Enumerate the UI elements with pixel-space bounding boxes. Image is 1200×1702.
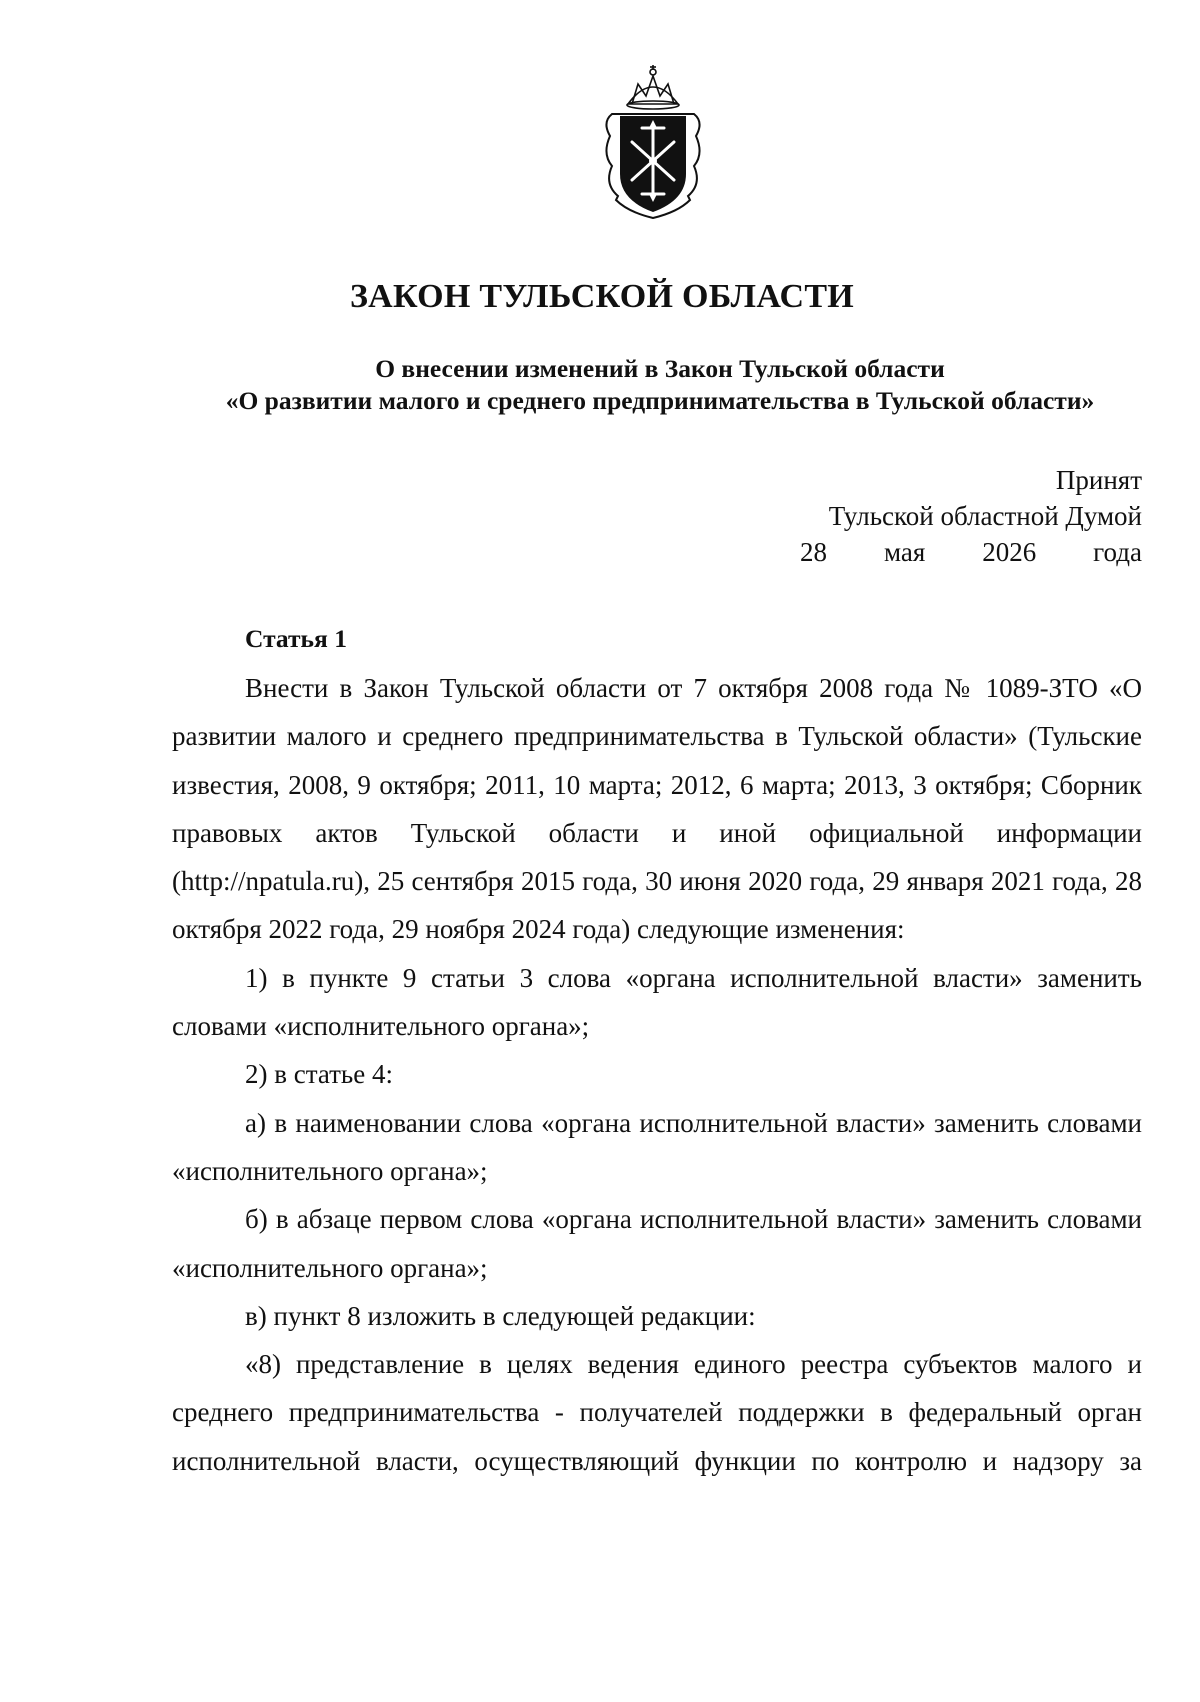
adoption-block (800, 462, 1142, 570)
law-subtitle-line-2: «О развитии малого и среднего предпринимательства в Тульской области» (225, 386, 1095, 415)
adoption-date (800, 534, 1142, 570)
paragraph: б) в абзаце первом слова «органа исполнительной власти» заменить словами «исполнительного органа»; (172, 1204, 1142, 1283)
paragraph: 1) в пункте 9 статьи 3 слова «органа исполнительной власти» заменить словами «исполнительного органа»; (172, 962, 1142, 1042)
paragraph: в) пункт 8 изложить в следующей редакции: (245, 1300, 756, 1331)
adoption-month: мая (883, 537, 926, 567)
paragraph: 2) в статье 4: (245, 1059, 393, 1090)
adoption-year-word: года (1093, 537, 1142, 567)
article-heading: Статья 1 (245, 624, 347, 653)
adopted-label: Принят (1055, 465, 1142, 495)
paragraph: а) в наименовании слова «органа исполнительной власти» заменить словами «исполнительного органа»; (172, 1107, 1142, 1186)
article-body (172, 664, 1142, 1485)
adopted-by: Тульской областной Думой (828, 501, 1142, 531)
adoption-day: 28 (800, 537, 827, 567)
paragraph: «8) представление в целях ведения единого реестра субъектов малого и среднего предпринимательства - получателей поддержки в федеральный орган исполнительной власти, осуществляющий функции по контролю и надзору за (172, 1349, 1142, 1476)
law-title: ЗАКОН ТУЛЬСКОЙ ОБЛАСТИ (349, 278, 855, 315)
tula-coat-of-arms-emblem (598, 62, 708, 222)
paragraph: Внести в Закон Тульской области от 7 октября 2008 года № 1089-ЗТО «О развитии малого и среднего предпринимательства в Тульской области» (Тульские известия, 2008, 9 октября; 2011, 10 марта; 2012, 6 марта; 2013, 3 октября; Сборник правовых актов Тульской области и иной официальной информации (http://npatula.ru), 25 сентября 2015 года, 30 июня 2020 года, 29 января 2021 года, 28 октября 2022 года, 29 ноября 2024 года) следующие изменения: (172, 673, 1142, 945)
adoption-year: 2026 (982, 537, 1037, 567)
law-subtitle-line-1: О внесении изменений в Закон Тульской области (375, 354, 945, 383)
